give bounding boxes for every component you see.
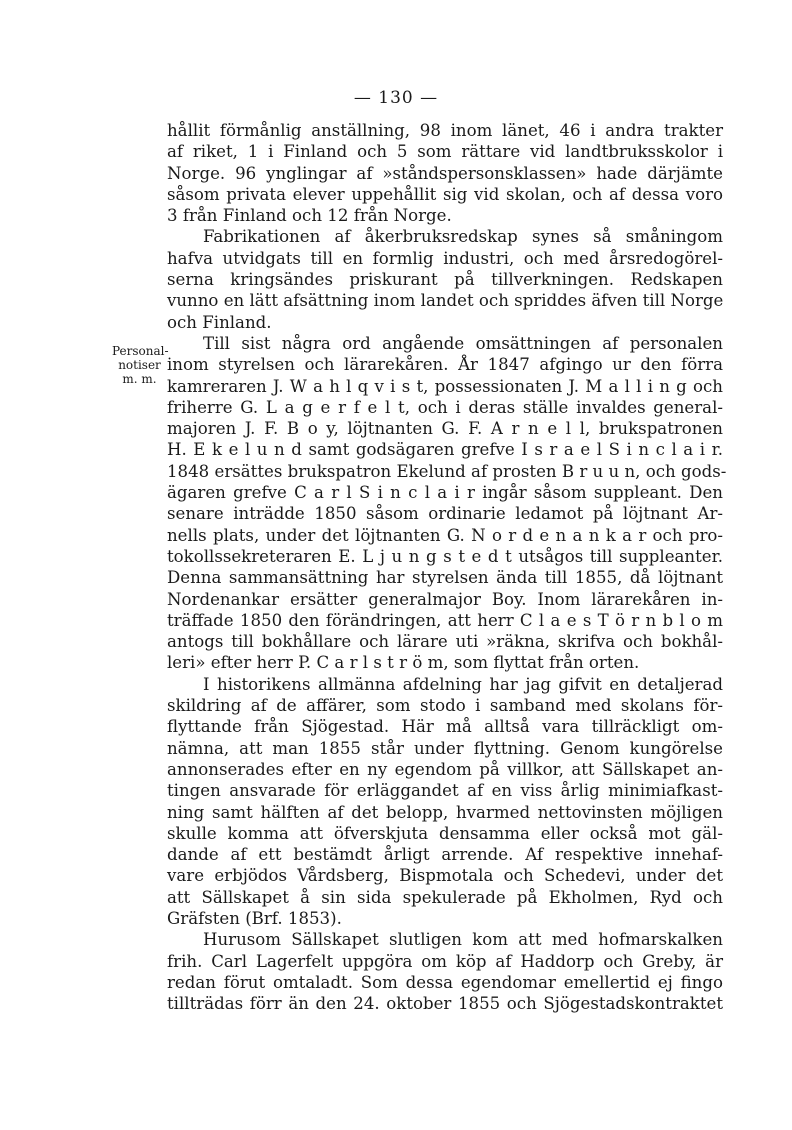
text-line: redan förut omtaladt. Som dessa egendomar emellertid ej fingo: [167, 972, 723, 992]
text-line: leri» efter herr P. C a r l s t r ö m, som flyttat från orten.: [167, 653, 640, 673]
text-line: majoren J. F. B o y, löjtnanten G. F. A r n e l l, brukspatronen: [167, 419, 723, 439]
text-line: af riket, 1 i Finland och 5 som rättare vid landtbruksskolor i: [167, 142, 723, 162]
text-line: tingen ansvarade för erläggandet af en viss årlig minimiafkast-: [167, 781, 723, 801]
text-line: kamreraren J. W a h l q v i s t, possessionaten J. M a l l i n g och: [167, 376, 723, 396]
text-line: H. E k e l u n d samt godsägaren grefve I s r a e l S i n c l a i r.: [167, 440, 723, 460]
text-line: hållit förmånlig anställning, 98 inom länet, 46 i andra trakter: [167, 121, 723, 140]
text-line: skildring af de affärer, som stodo i samband med skolans för-: [167, 696, 723, 716]
page-number: — 130 —: [353, 88, 439, 108]
text-line: 3 från Finland och 12 från Norge.: [167, 206, 452, 226]
text-line: Fabrikationen af åkerbruksredskap synes så småningom: [203, 227, 723, 247]
text-line: Nordenankar ersätter generalmajor Boy. Inom lärarekåren in-: [167, 589, 723, 609]
text-line: vare erbjödos Vårdsberg, Bispmotala och Schedevi, under det: [167, 866, 723, 886]
margin-note-line: m. m.: [122, 372, 157, 386]
text-line: serna kringsändes priskurant på tillverkningen. Redskapen: [167, 270, 723, 290]
text-line: vunno en lätt afsättning inom landet och spriddes äfven till Norge: [167, 291, 724, 311]
paragraph: [167, 120, 723, 226]
text-line: nämna, att man 1855 står under flyttning. Genom kungörelse: [167, 738, 723, 758]
paragraph: [167, 674, 723, 930]
margin-note: [112, 344, 167, 386]
text-line: nells plats, under det löjtnanten G. N o r d e n a n k a r och pro-: [167, 525, 723, 545]
text-line: tillträdas förr än den 24. oktober 1855 och Sjögestadskontraktet: [167, 994, 723, 1014]
margin-note-line: notiser: [118, 358, 161, 372]
text-line: senare inträdde 1850 såsom ordinarie ledamot på löjtnant Ar-: [167, 504, 723, 524]
text-line: inom styrelsen och lärarekåren. År 1847 afgingo ur den förra: [167, 355, 723, 375]
text-line: Denna sammansättning har styrelsen ända till 1855, då löjtnant: [167, 568, 723, 588]
text-line: Gräfsten (Brf. 1853).: [167, 908, 342, 928]
text-line: och Finland.: [167, 312, 272, 332]
text-line: ägaren grefve C a r l S i n c l a i r ingår såsom suppleant. Den: [167, 483, 723, 503]
text-line: Hurusom Sällskapet slutligen kom att med hofmarskalken: [203, 930, 723, 950]
text-line: Till sist några ord angående omsättningen af personalen: [203, 333, 723, 353]
text-line: hafva utvidgats till en formlig industri, och med årsredogörel-: [167, 248, 723, 268]
text-line: ning samt hälften af det belopp, hvarmed nettovinsten möjligen: [167, 802, 723, 822]
text-line: flyttande från Sjögestad. Här må alltså vara tillräckligt om-: [167, 717, 723, 737]
text-line: friherre G. L a g e r f e l t, och i deras ställe invaldes general-: [167, 397, 723, 417]
text-line: frih. Carl Lagerfelt uppgöra om köp af Haddorp och Greby, är: [167, 951, 723, 971]
text-line: annonserades efter en ny egendom på villkor, att Sällskapet an-: [167, 759, 723, 779]
body-text: [167, 120, 727, 1014]
text-line: skulle komma att öfverskjuta densamma eller också mot gäl-: [167, 823, 723, 843]
text-line: dande af ett bestämdt årligt arrende. Af respektive innehaf-: [167, 845, 723, 865]
paragraph: [167, 333, 727, 674]
text-line: 1848 ersättes brukspatron Ekelund af prosten B r u u n, och gods-: [167, 461, 727, 481]
text-line: att Sällskapet å sin sida spekulerade på Ekholmen, Ryd och: [167, 887, 723, 907]
text-line: antogs till bokhållare och lärare uti »räkna, skrifva och bokhål-: [167, 632, 723, 652]
text-line: tokollssekreteraren E. L j u n g s t e d t utsågos till suppleanter.: [167, 546, 723, 566]
paragraph: [167, 929, 723, 1014]
margin-note-line: Personal-: [112, 344, 169, 358]
text-line: Norge. 96 ynglingar af »ståndspersonsklassen» hade därjämte: [167, 163, 723, 183]
text-line: träffade 1850 den förändringen, att herr C l a e s T ö r n b l o m: [167, 610, 723, 630]
paragraph: [167, 226, 723, 332]
text-line: såsom privata elever uppehållit sig vid skolan, och af dessa voro: [167, 184, 723, 204]
text-line: I historikens allmänna afdelning har jag gifvit en detaljerad: [203, 674, 723, 694]
